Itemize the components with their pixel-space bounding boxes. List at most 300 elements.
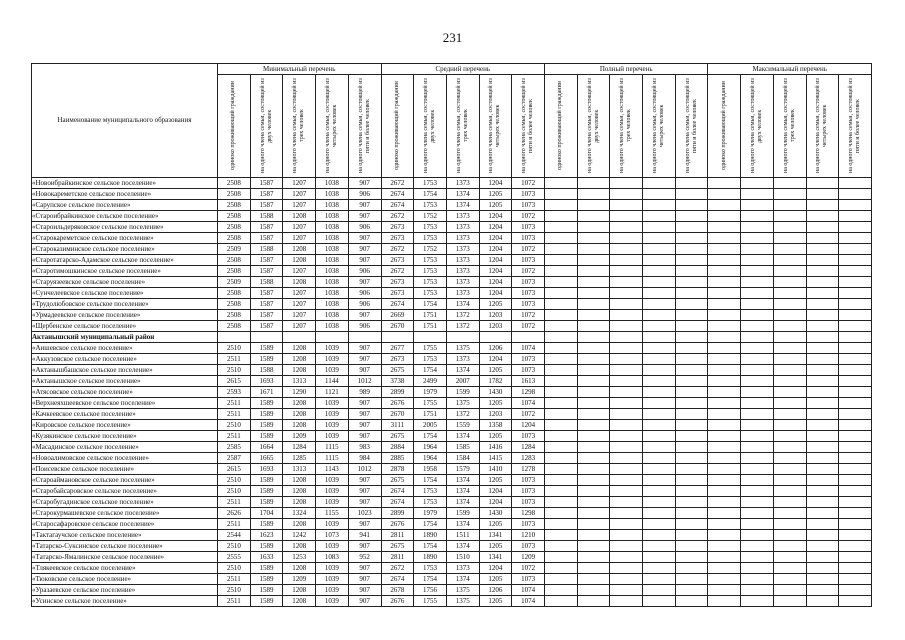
value-cell: 1755: [414, 343, 447, 354]
value-cell: 2511: [218, 354, 251, 365]
value-cell: 1587: [250, 222, 283, 233]
value-cell: 1204: [512, 420, 545, 431]
empty-cell: [773, 376, 806, 387]
value-cell: 1589: [250, 475, 283, 486]
value-cell: 1589: [250, 541, 283, 552]
empty-cell: [839, 486, 872, 497]
empty-cell: [544, 376, 577, 387]
empty-cell: [708, 574, 741, 585]
value-cell: 1587: [250, 189, 283, 200]
value-cell: 1375: [446, 398, 479, 409]
empty-cell: [806, 244, 839, 255]
empty-cell: [741, 332, 774, 343]
value-cell: 2508: [218, 255, 251, 266]
value-cell: 1073: [512, 277, 545, 288]
value-cell: 1204: [479, 563, 512, 574]
empty-cell: [577, 541, 610, 552]
value-cell: 1284: [512, 442, 545, 453]
value-cell: 1208: [283, 398, 316, 409]
value-cell: 1203: [479, 321, 512, 332]
empty-cell: [741, 596, 774, 607]
empty-cell: [643, 288, 676, 299]
value-cell: 907: [348, 541, 381, 552]
table-row: [32, 431, 872, 442]
value-cell: 1039: [316, 343, 349, 354]
empty-cell: [675, 508, 708, 519]
value-cell: 1208: [283, 409, 316, 420]
value-cell: 1290: [283, 387, 316, 398]
empty-cell: [544, 475, 577, 486]
value-cell: 1039: [316, 596, 349, 607]
empty-cell: [773, 552, 806, 563]
empty-cell: [773, 530, 806, 541]
value-cell: [479, 332, 512, 343]
value-cell: 1589: [250, 563, 283, 574]
empty-cell: [741, 497, 774, 508]
empty-cell: [806, 464, 839, 475]
value-cell: 1072: [512, 244, 545, 255]
empty-cell: [675, 541, 708, 552]
value-cell: 1207: [283, 299, 316, 310]
empty-cell: [544, 200, 577, 211]
empty-cell: [675, 244, 708, 255]
empty-cell: [708, 475, 741, 486]
value-cell: 1511: [446, 530, 479, 541]
empty-cell: [773, 189, 806, 200]
value-cell: 1203: [479, 409, 512, 420]
value-cell: 1121: [316, 387, 349, 398]
empty-cell: [839, 431, 872, 442]
value-cell: 1958: [414, 464, 447, 475]
value-cell: 1324: [283, 508, 316, 519]
empty-cell: [544, 530, 577, 541]
municipality-name: «Сунчелеевское сельское поселение»: [32, 288, 218, 299]
empty-cell: [675, 398, 708, 409]
value-cell: 1207: [283, 233, 316, 244]
municipality-name: «Актанышбашское сельское поселение»: [32, 365, 218, 376]
value-cell: 1374: [446, 365, 479, 376]
subcolumn-label: на одного члена семьи, состоящей из двух человек: [749, 78, 763, 174]
municipality-name: «Новокареметское сельское поселение»: [32, 189, 218, 200]
empty-cell: [610, 354, 643, 365]
empty-cell: [544, 453, 577, 464]
municipality-name: «Старотимошкинское сельское поселение»: [32, 266, 218, 277]
empty-cell: [839, 409, 872, 420]
empty-cell: [708, 365, 741, 376]
empty-cell: [806, 552, 839, 563]
empty-cell: [610, 376, 643, 387]
value-cell: 1038: [316, 244, 349, 255]
subcolumn-header: [610, 75, 643, 178]
table-row: [32, 530, 872, 541]
empty-cell: [708, 409, 741, 420]
value-cell: 1209: [283, 431, 316, 442]
value-cell: 1073: [512, 497, 545, 508]
value-cell: 952: [348, 552, 381, 563]
empty-cell: [577, 233, 610, 244]
municipality-name: «Сарупское сельское поселение»: [32, 200, 218, 211]
empty-cell: [741, 277, 774, 288]
group-header: Минимальный перечень: [218, 64, 382, 75]
value-cell: 1038: [316, 277, 349, 288]
empty-cell: [773, 464, 806, 475]
empty-cell: [708, 200, 741, 211]
subcolumn-header: [708, 75, 741, 178]
empty-cell: [610, 222, 643, 233]
value-cell: 1205: [479, 596, 512, 607]
table-row: [32, 376, 872, 387]
empty-cell: [610, 497, 643, 508]
empty-cell: [839, 233, 872, 244]
value-cell: 2510: [218, 343, 251, 354]
municipality-name: «Старобугадинское сельское поселение»: [32, 497, 218, 508]
value-cell: 1374: [446, 431, 479, 442]
value-cell: 1204: [479, 497, 512, 508]
table-row: [32, 508, 872, 519]
value-cell: 907: [348, 596, 381, 607]
empty-cell: [643, 387, 676, 398]
value-cell: 1207: [283, 178, 316, 189]
value-cell: 2510: [218, 475, 251, 486]
empty-cell: [675, 519, 708, 530]
municipality-name: «Новоалимовское сельское поселение»: [32, 453, 218, 464]
empty-cell: [643, 233, 676, 244]
value-cell: 1073: [512, 255, 545, 266]
value-cell: 2674: [381, 486, 414, 497]
empty-cell: [741, 541, 774, 552]
empty-cell: [544, 222, 577, 233]
empty-cell: [610, 574, 643, 585]
empty-cell: [806, 266, 839, 277]
value-cell: 1039: [316, 574, 349, 585]
empty-cell: [610, 277, 643, 288]
empty-cell: [773, 563, 806, 574]
empty-cell: [577, 574, 610, 585]
empty-cell: [773, 486, 806, 497]
empty-cell: [610, 453, 643, 464]
value-cell: 1038: [316, 266, 349, 277]
empty-cell: [577, 442, 610, 453]
table-row: [32, 354, 872, 365]
value-cell: 2675: [381, 365, 414, 376]
empty-cell: [741, 398, 774, 409]
empty-cell: [675, 354, 708, 365]
empty-cell: [773, 343, 806, 354]
value-cell: 1205: [479, 398, 512, 409]
subcolumn-header: [283, 75, 316, 178]
value-cell: 1205: [479, 475, 512, 486]
empty-cell: [643, 486, 676, 497]
value-cell: 1751: [414, 321, 447, 332]
value-cell: 1038: [316, 233, 349, 244]
empty-cell: [806, 189, 839, 200]
value-cell: 1589: [250, 585, 283, 596]
municipality-name: «Староказиминское сельское поселение»: [32, 244, 218, 255]
subcolumn-header: [839, 75, 872, 178]
value-cell: 1753: [414, 178, 447, 189]
value-cell: 1208: [283, 497, 316, 508]
empty-cell: [675, 497, 708, 508]
value-cell: 1587: [250, 321, 283, 332]
empty-cell: [610, 552, 643, 563]
empty-cell: [643, 310, 676, 321]
empty-cell: [610, 508, 643, 519]
value-cell: 2511: [218, 497, 251, 508]
value-cell: 1284: [283, 442, 316, 453]
empty-cell: [806, 376, 839, 387]
value-cell: 1430: [479, 387, 512, 398]
value-cell: 1205: [479, 200, 512, 211]
value-cell: 1374: [446, 486, 479, 497]
municipality-name: «Старотатарско-Адамское сельское поселение»: [32, 255, 218, 266]
empty-cell: [577, 409, 610, 420]
value-cell: 1074: [512, 398, 545, 409]
empty-cell: [610, 530, 643, 541]
empty-cell: [773, 222, 806, 233]
empty-cell: [610, 387, 643, 398]
empty-cell: [708, 255, 741, 266]
value-cell: 1039: [316, 354, 349, 365]
value-cell: 1204: [479, 277, 512, 288]
value-cell: 1584: [446, 453, 479, 464]
empty-cell: [610, 442, 643, 453]
value-cell: 1073: [512, 222, 545, 233]
value-cell: 1144: [316, 376, 349, 387]
empty-cell: [544, 233, 577, 244]
table-row: [32, 310, 872, 321]
empty-cell: [610, 299, 643, 310]
empty-cell: [708, 299, 741, 310]
value-cell: 1203: [479, 310, 512, 321]
value-cell: 2510: [218, 420, 251, 431]
empty-cell: [806, 277, 839, 288]
empty-cell: [741, 343, 774, 354]
value-cell: 1623: [250, 530, 283, 541]
empty-cell: [806, 200, 839, 211]
empty-cell: [708, 376, 741, 387]
value-cell: 2508: [218, 310, 251, 321]
value-cell: 1204: [479, 222, 512, 233]
value-cell: 1372: [446, 310, 479, 321]
value-cell: 1373: [446, 277, 479, 288]
empty-cell: [577, 277, 610, 288]
empty-cell: [741, 464, 774, 475]
value-cell: 1207: [283, 288, 316, 299]
empty-cell: [643, 376, 676, 387]
municipality-name: «Староибрайкинское сельское поселение»: [32, 211, 218, 222]
municipality-name: «Тюковское сельское поселение»: [32, 574, 218, 585]
value-cell: 907: [348, 178, 381, 189]
value-cell: 1372: [446, 409, 479, 420]
municipality-name: «Татарско-Ямалинское сельское поселение»: [32, 552, 218, 563]
empty-cell: [806, 255, 839, 266]
value-cell: 1559: [446, 420, 479, 431]
empty-cell: [610, 431, 643, 442]
empty-cell: [610, 332, 643, 343]
subcolumn-header: [806, 75, 839, 178]
value-cell: 2508: [218, 200, 251, 211]
empty-cell: [839, 563, 872, 574]
value-cell: 1038: [316, 211, 349, 222]
empty-cell: [643, 585, 676, 596]
value-cell: 1204: [479, 266, 512, 277]
empty-cell: [806, 354, 839, 365]
value-cell: 1358: [479, 420, 512, 431]
value-cell: 1209: [283, 574, 316, 585]
subcolumn-label: одиноко проживающий гражданин: [720, 81, 727, 171]
table-row: [32, 409, 872, 420]
empty-cell: [675, 431, 708, 442]
group-header: Полный перечень: [544, 64, 707, 75]
empty-cell: [675, 420, 708, 431]
empty-cell: [643, 365, 676, 376]
value-cell: 1205: [479, 299, 512, 310]
value-cell: 1083: [316, 552, 349, 563]
value-cell: 1207: [283, 266, 316, 277]
value-cell: 1207: [283, 321, 316, 332]
value-cell: 1587: [250, 310, 283, 321]
empty-cell: [839, 189, 872, 200]
empty-cell: [708, 541, 741, 552]
value-cell: 1589: [250, 409, 283, 420]
value-cell: 1038: [316, 255, 349, 266]
value-cell: 1143: [316, 464, 349, 475]
value-cell: 1754: [414, 475, 447, 486]
empty-cell: [839, 266, 872, 277]
value-cell: 2511: [218, 431, 251, 442]
table-row: [32, 266, 872, 277]
value-cell: 1073: [512, 431, 545, 442]
value-cell: 1589: [250, 486, 283, 497]
empty-cell: [806, 475, 839, 486]
empty-cell: [675, 574, 708, 585]
value-cell: 2510: [218, 486, 251, 497]
value-cell: 1072: [512, 409, 545, 420]
empty-cell: [773, 310, 806, 321]
municipality-name: «Старобайсаровское сельское поселение»: [32, 486, 218, 497]
empty-cell: [708, 321, 741, 332]
value-cell: 1205: [479, 541, 512, 552]
table-row: [32, 233, 872, 244]
empty-cell: [675, 211, 708, 222]
subcolumn-header: [577, 75, 610, 178]
value-cell: 907: [348, 574, 381, 585]
empty-cell: [577, 519, 610, 530]
value-cell: 907: [348, 365, 381, 376]
value-cell: 1587: [250, 233, 283, 244]
empty-cell: [806, 398, 839, 409]
empty-cell: [610, 486, 643, 497]
empty-cell: [610, 233, 643, 244]
value-cell: 984: [348, 453, 381, 464]
value-cell: 1415: [479, 453, 512, 464]
value-cell: 1374: [446, 200, 479, 211]
municipality-name: «Верхнеяхшеевское сельское поселение»: [32, 398, 218, 409]
value-cell: 906: [348, 189, 381, 200]
value-cell: 2885: [381, 453, 414, 464]
group-header: Максимальный перечень: [708, 64, 872, 75]
cost-table: [31, 63, 872, 607]
value-cell: 1372: [446, 321, 479, 332]
empty-cell: [741, 321, 774, 332]
value-cell: 1208: [283, 475, 316, 486]
empty-cell: [643, 189, 676, 200]
empty-cell: [708, 244, 741, 255]
value-cell: 1373: [446, 255, 479, 266]
municipality-name: Актанышский муниципальный район: [32, 332, 218, 343]
value-cell: 1073: [512, 519, 545, 530]
empty-cell: [741, 233, 774, 244]
value-cell: 1756: [414, 585, 447, 596]
empty-cell: [839, 244, 872, 255]
value-cell: 1753: [414, 288, 447, 299]
empty-cell: [610, 310, 643, 321]
value-cell: 1753: [414, 233, 447, 244]
empty-cell: [544, 299, 577, 310]
value-cell: 1588: [250, 244, 283, 255]
empty-cell: [544, 497, 577, 508]
empty-cell: [741, 354, 774, 365]
empty-cell: [577, 420, 610, 431]
value-cell: 1074: [512, 343, 545, 354]
table-row: [32, 453, 872, 464]
empty-cell: [741, 453, 774, 464]
value-cell: 1589: [250, 574, 283, 585]
empty-cell: [839, 541, 872, 552]
empty-cell: [643, 508, 676, 519]
value-cell: 1038: [316, 321, 349, 332]
empty-cell: [839, 288, 872, 299]
empty-cell: [708, 552, 741, 563]
municipality-name: «Усинское сельское поселение»: [32, 596, 218, 607]
empty-cell: [610, 464, 643, 475]
empty-cell: [741, 178, 774, 189]
value-cell: 1012: [348, 376, 381, 387]
empty-cell: [773, 453, 806, 464]
value-cell: 1205: [479, 365, 512, 376]
value-cell: 1665: [250, 453, 283, 464]
value-cell: 1753: [414, 486, 447, 497]
value-cell: 1588: [250, 365, 283, 376]
empty-cell: [773, 332, 806, 343]
value-cell: 1206: [479, 343, 512, 354]
value-cell: 907: [348, 398, 381, 409]
value-cell: 1210: [512, 530, 545, 541]
empty-cell: [806, 519, 839, 530]
value-cell: 2544: [218, 530, 251, 541]
empty-cell: [577, 530, 610, 541]
empty-cell: [741, 310, 774, 321]
empty-cell: [708, 497, 741, 508]
value-cell: 1587: [250, 255, 283, 266]
empty-cell: [839, 497, 872, 508]
empty-cell: [675, 409, 708, 420]
value-cell: [283, 332, 316, 343]
value-cell: 1207: [283, 310, 316, 321]
empty-cell: [839, 365, 872, 376]
municipality-name: «Староаймановское сельское поселение»: [32, 475, 218, 486]
empty-cell: [806, 387, 839, 398]
value-cell: 1208: [283, 365, 316, 376]
table-row: [32, 585, 872, 596]
value-cell: 1074: [512, 585, 545, 596]
empty-cell: [708, 277, 741, 288]
value-cell: 1753: [414, 255, 447, 266]
empty-cell: [773, 519, 806, 530]
empty-cell: [806, 211, 839, 222]
subcolumn-header: [675, 75, 708, 178]
subcolumn-header: [479, 75, 512, 178]
